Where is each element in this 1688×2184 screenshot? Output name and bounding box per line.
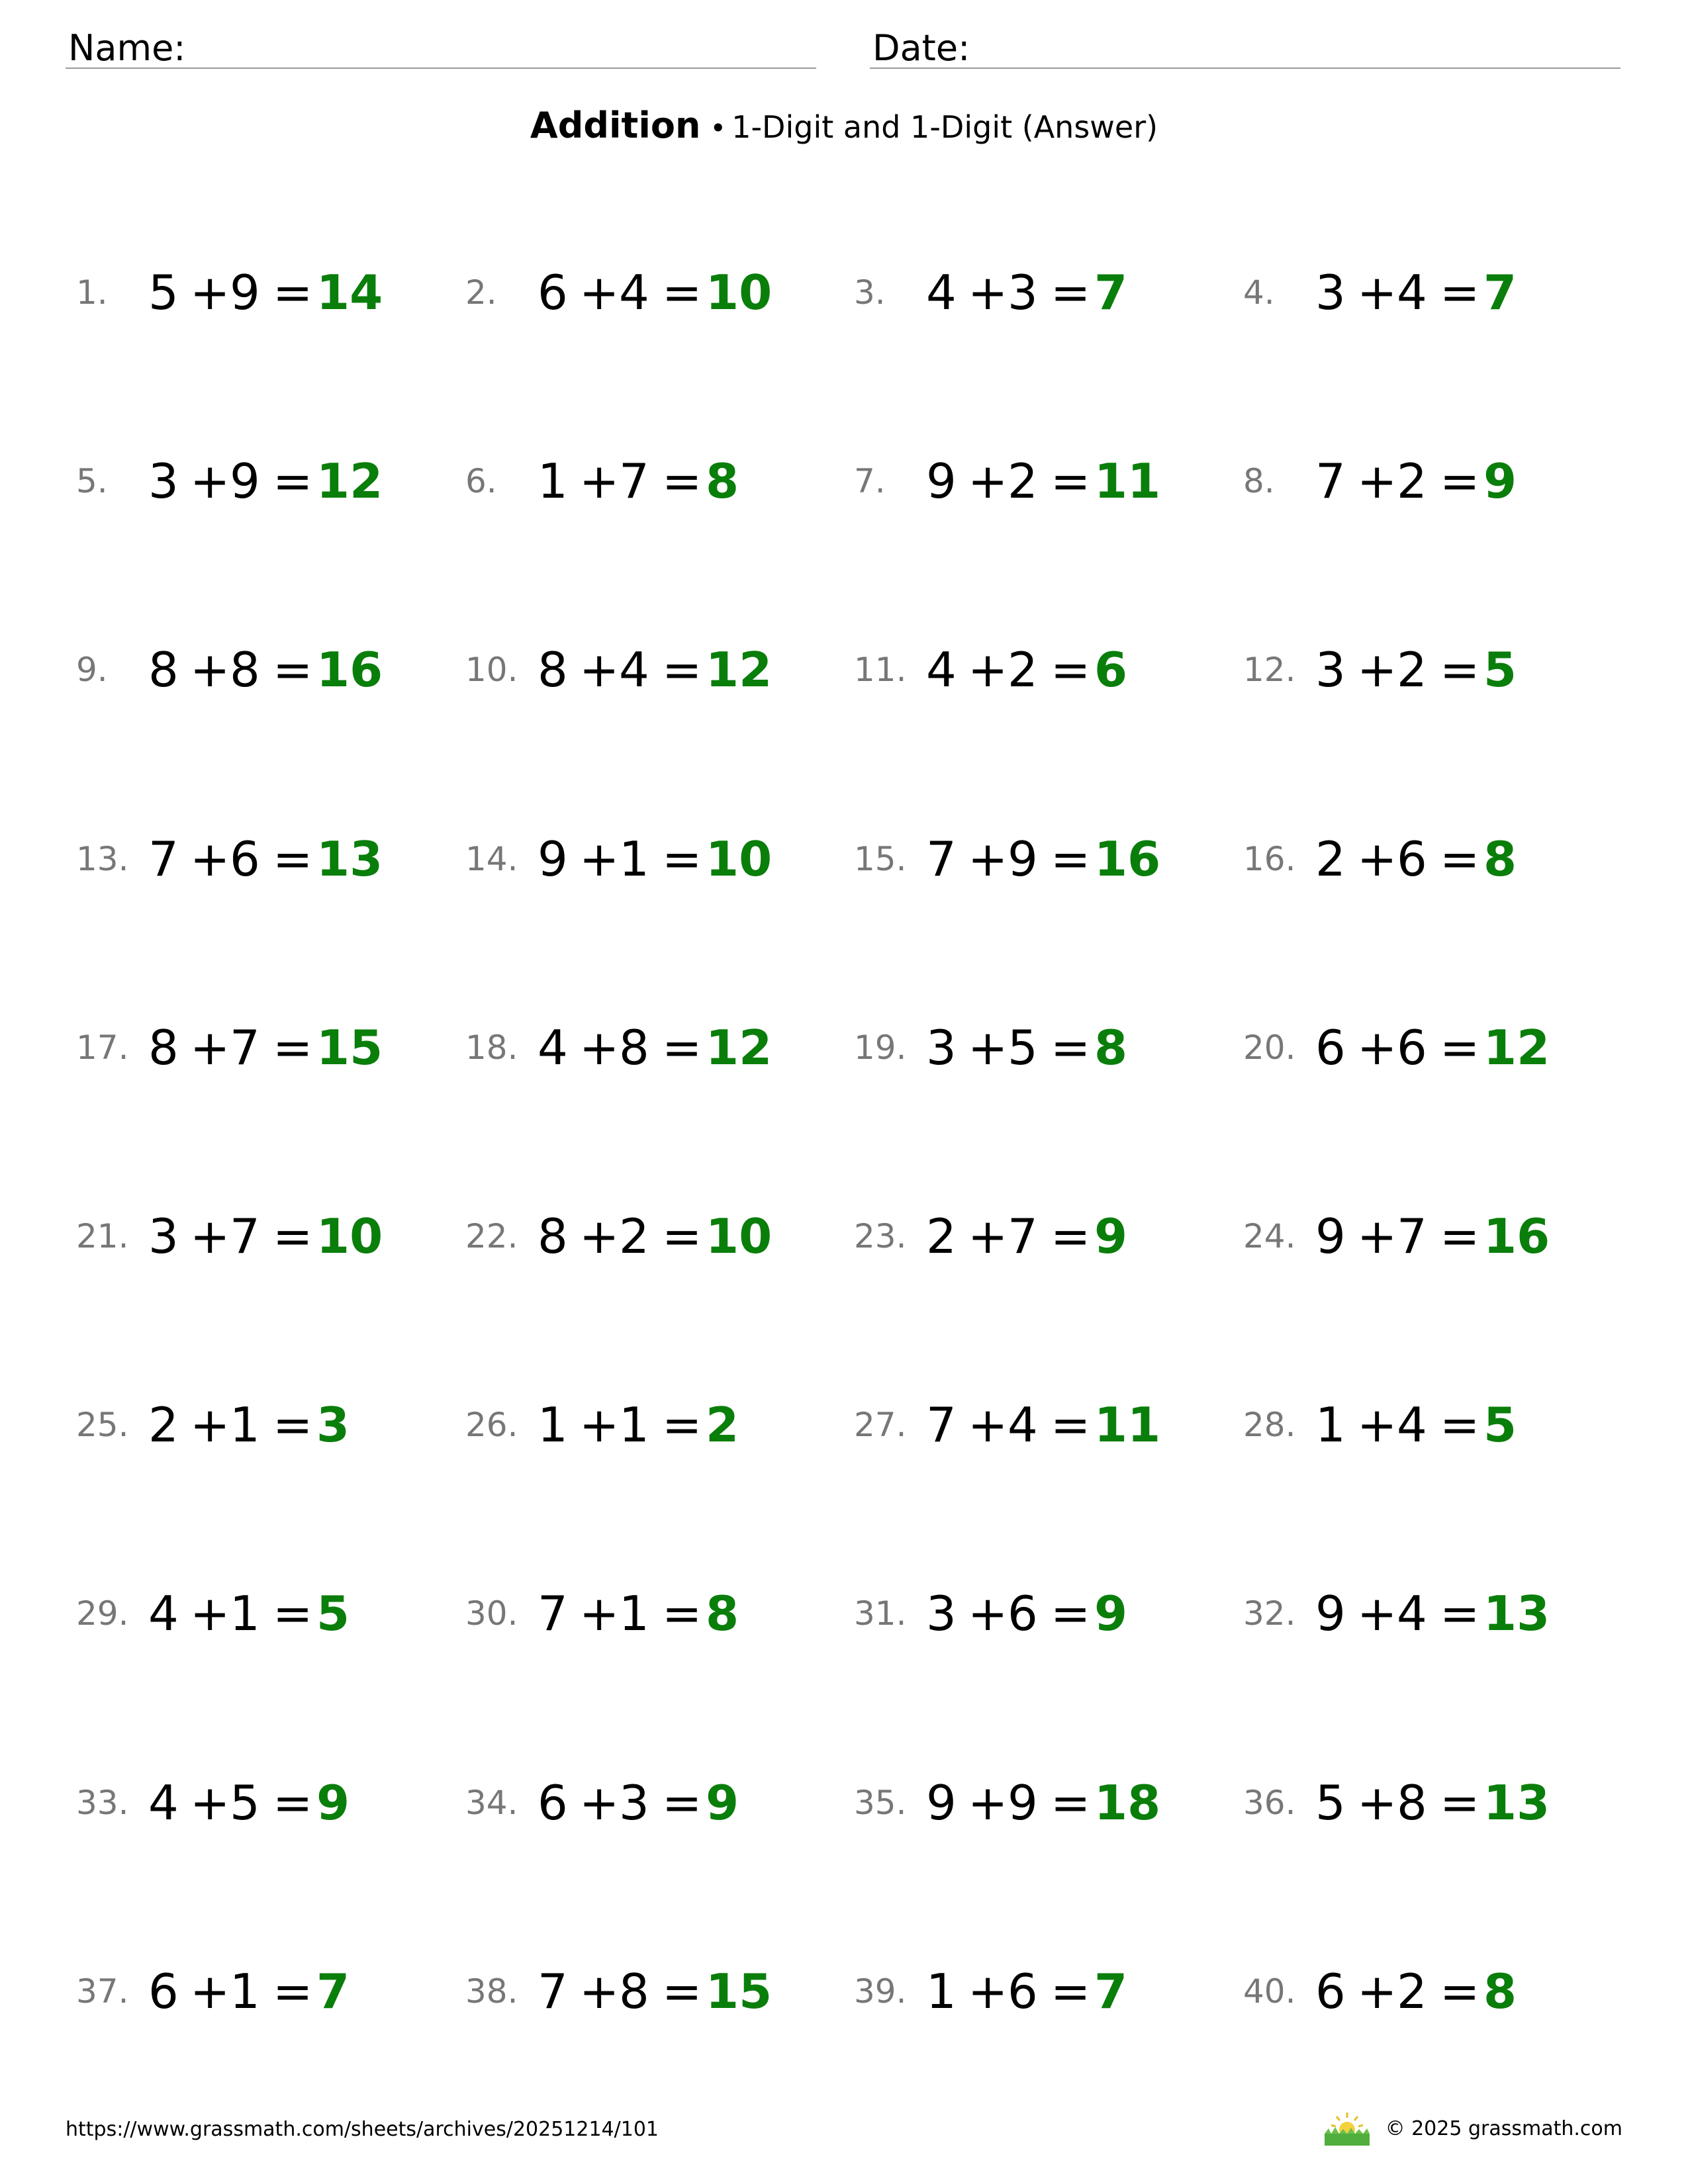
problem-number: 6. bbox=[465, 462, 497, 500]
addend-b: 8 bbox=[619, 1964, 649, 2019]
addend-a: 1 bbox=[1315, 1397, 1346, 1453]
addend-b: 7 bbox=[619, 453, 649, 509]
plus-sign: + bbox=[968, 1020, 1008, 1075]
addend-a: 6 bbox=[1315, 1964, 1346, 2019]
addend-b: 1 bbox=[619, 831, 649, 887]
equals-sign: = bbox=[273, 1208, 313, 1264]
equals-sign: = bbox=[662, 1020, 702, 1075]
answer: 13 bbox=[316, 831, 383, 887]
answer: 7 bbox=[1094, 265, 1128, 320]
answer: 13 bbox=[1483, 1586, 1550, 1641]
answer: 11 bbox=[1094, 1397, 1161, 1453]
answer: 12 bbox=[1483, 1020, 1550, 1075]
answer: 8 bbox=[1094, 1020, 1128, 1075]
problem-number: 11. bbox=[854, 651, 907, 689]
addend-a: 8 bbox=[148, 642, 179, 698]
answer: 8 bbox=[706, 1586, 739, 1641]
addend-b: 4 bbox=[1397, 1586, 1427, 1641]
equals-sign: = bbox=[273, 1775, 313, 1831]
equals-sign: = bbox=[662, 1775, 702, 1831]
problem-number: 33. bbox=[76, 1784, 129, 1822]
addend-b: 9 bbox=[1008, 1775, 1038, 1831]
problem-number: 35. bbox=[854, 1784, 907, 1822]
answer: 10 bbox=[706, 265, 773, 320]
addend-b: 2 bbox=[1397, 1964, 1427, 2019]
equals-sign: = bbox=[662, 1586, 702, 1641]
addend-a: 7 bbox=[538, 1586, 568, 1641]
title-main: Addition bbox=[530, 105, 701, 146]
problem-number: 24. bbox=[1243, 1217, 1296, 1255]
problem-number: 38. bbox=[465, 1972, 518, 2011]
addend-a: 5 bbox=[148, 265, 179, 320]
plus-sign: + bbox=[1357, 642, 1397, 698]
equals-sign: = bbox=[1051, 1020, 1091, 1075]
problem-number: 4. bbox=[1243, 273, 1275, 312]
equals-sign: = bbox=[1051, 1208, 1091, 1264]
answer: 12 bbox=[706, 1020, 773, 1075]
addend-a: 3 bbox=[148, 453, 179, 509]
addend-b: 9 bbox=[1008, 831, 1038, 887]
answer: 6 bbox=[1094, 642, 1128, 698]
answer: 10 bbox=[706, 1208, 773, 1264]
equals-sign: = bbox=[273, 642, 313, 698]
answer: 15 bbox=[316, 1020, 383, 1075]
equals-sign: = bbox=[273, 265, 313, 320]
problem-number: 13. bbox=[76, 840, 129, 878]
addend-b: 5 bbox=[230, 1775, 260, 1831]
equals-sign: = bbox=[1051, 1964, 1091, 2019]
addend-b: 2 bbox=[1008, 642, 1038, 698]
addend-b: 4 bbox=[1008, 1397, 1038, 1453]
plus-sign: + bbox=[579, 453, 620, 509]
addend-b: 1 bbox=[230, 1397, 260, 1453]
problem-number: 1. bbox=[76, 273, 108, 312]
answer: 18 bbox=[1094, 1775, 1161, 1831]
answer: 16 bbox=[316, 642, 383, 698]
plus-sign: + bbox=[1357, 1964, 1397, 2019]
plus-sign: + bbox=[968, 265, 1008, 320]
answer: 8 bbox=[1483, 1964, 1517, 2019]
addend-b: 9 bbox=[230, 453, 260, 509]
answer: 16 bbox=[1483, 1208, 1550, 1264]
answer: 8 bbox=[1483, 831, 1517, 887]
equals-sign: = bbox=[273, 1397, 313, 1453]
problem-number: 12. bbox=[1243, 651, 1296, 689]
plus-sign: + bbox=[968, 642, 1008, 698]
answer: 5 bbox=[1483, 642, 1517, 698]
problem-number: 7. bbox=[854, 462, 886, 500]
addend-a: 5 bbox=[1315, 1775, 1346, 1831]
problem-number: 28. bbox=[1243, 1406, 1296, 1444]
equals-sign: = bbox=[1440, 1020, 1480, 1075]
equals-sign: = bbox=[1051, 642, 1091, 698]
addend-a: 2 bbox=[1315, 831, 1346, 887]
addend-b: 6 bbox=[1397, 1020, 1427, 1075]
addend-a: 9 bbox=[538, 831, 568, 887]
problem-number: 19. bbox=[854, 1028, 907, 1067]
plus-sign: + bbox=[579, 1586, 620, 1641]
addend-b: 6 bbox=[230, 831, 260, 887]
plus-sign: + bbox=[1357, 265, 1397, 320]
equals-sign: = bbox=[1440, 1397, 1480, 1453]
problem-number: 8. bbox=[1243, 462, 1275, 500]
addend-b: 1 bbox=[230, 1964, 260, 2019]
addend-a: 9 bbox=[1315, 1208, 1346, 1264]
footer-url: https://www.grassmath.com/sheets/archives/20251214/101 bbox=[66, 2118, 659, 2141]
addend-b: 7 bbox=[1397, 1208, 1427, 1264]
equals-sign: = bbox=[1440, 1964, 1480, 2019]
problem-number: 34. bbox=[465, 1784, 518, 1822]
addend-a: 1 bbox=[926, 1964, 957, 2019]
addend-a: 7 bbox=[926, 1397, 957, 1453]
addend-a: 1 bbox=[538, 1397, 568, 1453]
plus-sign: + bbox=[579, 831, 620, 887]
problem-number: 40. bbox=[1243, 1972, 1296, 2011]
plus-sign: + bbox=[579, 1964, 620, 2019]
addend-b: 4 bbox=[1397, 265, 1427, 320]
answer: 7 bbox=[1483, 265, 1517, 320]
problem-number: 20. bbox=[1243, 1028, 1296, 1067]
equals-sign: = bbox=[273, 1586, 313, 1641]
plus-sign: + bbox=[968, 1964, 1008, 2019]
answer: 9 bbox=[1483, 453, 1517, 509]
equals-sign: = bbox=[662, 831, 702, 887]
plus-sign: + bbox=[190, 1964, 230, 2019]
addend-b: 6 bbox=[1397, 831, 1427, 887]
answer: 15 bbox=[706, 1964, 773, 2019]
equals-sign: = bbox=[273, 831, 313, 887]
addend-a: 3 bbox=[1315, 642, 1346, 698]
plus-sign: + bbox=[968, 1397, 1008, 1453]
answer: 7 bbox=[316, 1964, 350, 2019]
addend-a: 2 bbox=[148, 1397, 179, 1453]
addend-b: 3 bbox=[1008, 265, 1038, 320]
equals-sign: = bbox=[1440, 265, 1480, 320]
addend-b: 8 bbox=[230, 642, 260, 698]
plus-sign: + bbox=[1357, 1397, 1397, 1453]
problem-number: 15. bbox=[854, 840, 907, 878]
plus-sign: + bbox=[190, 1397, 230, 1453]
addend-a: 6 bbox=[538, 265, 568, 320]
addend-b: 3 bbox=[619, 1775, 649, 1831]
plus-sign: + bbox=[579, 1397, 620, 1453]
problem-number: 39. bbox=[854, 1972, 907, 2011]
plus-sign: + bbox=[579, 1208, 620, 1264]
equals-sign: = bbox=[273, 453, 313, 509]
equals-sign: = bbox=[1051, 1397, 1091, 1453]
addend-a: 3 bbox=[148, 1208, 179, 1264]
answer: 9 bbox=[706, 1775, 739, 1831]
answer: 12 bbox=[316, 453, 383, 509]
plus-sign: + bbox=[968, 1586, 1008, 1641]
equals-sign: = bbox=[662, 642, 702, 698]
plus-sign: + bbox=[190, 1775, 230, 1831]
addend-b: 7 bbox=[230, 1208, 260, 1264]
addend-b: 7 bbox=[1008, 1208, 1038, 1264]
equals-sign: = bbox=[1440, 1208, 1480, 1264]
equals-sign: = bbox=[1440, 1586, 1480, 1641]
title-subtitle: 1-Digit and 1-Digit (Answer) bbox=[731, 109, 1158, 145]
footer-copyright: © 2025 grassmath.com bbox=[1385, 2116, 1622, 2140]
plus-sign: + bbox=[1357, 831, 1397, 887]
equals-sign: = bbox=[662, 1208, 702, 1264]
answer: 13 bbox=[1483, 1775, 1550, 1831]
plus-sign: + bbox=[190, 453, 230, 509]
plus-sign: + bbox=[1357, 1775, 1397, 1831]
addend-a: 8 bbox=[148, 1020, 179, 1075]
addend-a: 8 bbox=[538, 1208, 568, 1264]
answer: 14 bbox=[316, 265, 383, 320]
plus-sign: + bbox=[190, 1586, 230, 1641]
addend-a: 9 bbox=[926, 1775, 957, 1831]
answer: 3 bbox=[316, 1397, 350, 1453]
problem-number: 9. bbox=[76, 651, 108, 689]
addend-b: 2 bbox=[1397, 642, 1427, 698]
equals-sign: = bbox=[662, 1397, 702, 1453]
equals-sign: = bbox=[1440, 831, 1480, 887]
equals-sign: = bbox=[1051, 453, 1091, 509]
addend-a: 3 bbox=[926, 1020, 957, 1075]
addend-a: 4 bbox=[926, 265, 957, 320]
plus-sign: + bbox=[968, 1208, 1008, 1264]
addend-a: 9 bbox=[1315, 1586, 1346, 1641]
answer: 8 bbox=[706, 453, 739, 509]
addend-b: 4 bbox=[1397, 1397, 1427, 1453]
addend-a: 2 bbox=[926, 1208, 957, 1264]
answer: 9 bbox=[1094, 1208, 1128, 1264]
addend-b: 4 bbox=[619, 265, 649, 320]
answer: 7 bbox=[1094, 1964, 1128, 2019]
equals-sign: = bbox=[662, 265, 702, 320]
equals-sign: = bbox=[1440, 453, 1480, 509]
problem-number: 16. bbox=[1243, 840, 1296, 878]
problem-number: 14. bbox=[465, 840, 518, 878]
addend-a: 4 bbox=[148, 1586, 179, 1641]
addend-b: 2 bbox=[619, 1208, 649, 1264]
addend-a: 3 bbox=[926, 1586, 957, 1641]
answer: 11 bbox=[1094, 453, 1161, 509]
plus-sign: + bbox=[190, 265, 230, 320]
problem-number: 31. bbox=[854, 1594, 907, 1633]
addend-a: 7 bbox=[538, 1964, 568, 2019]
addend-a: 4 bbox=[926, 642, 957, 698]
addend-a: 3 bbox=[1315, 265, 1346, 320]
equals-sign: = bbox=[273, 1020, 313, 1075]
equals-sign: = bbox=[1440, 642, 1480, 698]
problem-number: 17. bbox=[76, 1028, 129, 1067]
plus-sign: + bbox=[579, 1020, 620, 1075]
equals-sign: = bbox=[1051, 1775, 1091, 1831]
answer: 2 bbox=[706, 1397, 739, 1453]
plus-sign: + bbox=[968, 453, 1008, 509]
addend-b: 1 bbox=[619, 1397, 649, 1453]
problem-number: 26. bbox=[465, 1406, 518, 1444]
addend-b: 4 bbox=[619, 642, 649, 698]
plus-sign: + bbox=[1357, 1020, 1397, 1075]
sun-over-grass-icon bbox=[1323, 2111, 1371, 2146]
addend-b: 2 bbox=[1397, 453, 1427, 509]
answer: 5 bbox=[316, 1586, 350, 1641]
addend-a: 7 bbox=[926, 831, 957, 887]
addend-b: 5 bbox=[1008, 1020, 1038, 1075]
addend-a: 9 bbox=[926, 453, 957, 509]
answer: 10 bbox=[706, 831, 773, 887]
addend-b: 6 bbox=[1008, 1964, 1038, 2019]
equals-sign: = bbox=[1440, 1775, 1480, 1831]
plus-sign: + bbox=[190, 1208, 230, 1264]
addend-a: 6 bbox=[538, 1775, 568, 1831]
title-separator: • bbox=[710, 112, 727, 144]
equals-sign: = bbox=[1051, 1586, 1091, 1641]
problem-number: 3. bbox=[854, 273, 886, 312]
problem-number: 5. bbox=[76, 462, 108, 500]
addend-a: 6 bbox=[148, 1964, 179, 2019]
plus-sign: + bbox=[1357, 1586, 1397, 1641]
problem-number: 30. bbox=[465, 1594, 518, 1633]
answer: 16 bbox=[1094, 831, 1161, 887]
problem-number: 32. bbox=[1243, 1594, 1296, 1633]
equals-sign: = bbox=[662, 453, 702, 509]
name-label: Name: bbox=[68, 27, 186, 69]
equals-sign: = bbox=[1051, 831, 1091, 887]
addend-b: 8 bbox=[1397, 1775, 1427, 1831]
problem-number: 36. bbox=[1243, 1784, 1296, 1822]
plus-sign: + bbox=[968, 831, 1008, 887]
answer: 10 bbox=[316, 1208, 383, 1264]
problem-number: 29. bbox=[76, 1594, 129, 1633]
date-label: Date: bbox=[872, 27, 970, 69]
equals-sign: = bbox=[1051, 265, 1091, 320]
addend-a: 4 bbox=[148, 1775, 179, 1831]
addend-b: 9 bbox=[230, 265, 260, 320]
addend-b: 1 bbox=[230, 1586, 260, 1641]
problem-number: 22. bbox=[465, 1217, 518, 1255]
problem-number: 10. bbox=[465, 651, 518, 689]
problem-number: 2. bbox=[465, 273, 497, 312]
addend-a: 4 bbox=[538, 1020, 568, 1075]
footer-brand bbox=[1323, 2110, 1622, 2147]
plus-sign: + bbox=[579, 265, 620, 320]
problem-number: 27. bbox=[854, 1406, 907, 1444]
problem-number: 25. bbox=[76, 1406, 129, 1444]
addend-a: 1 bbox=[538, 453, 568, 509]
addend-b: 7 bbox=[230, 1020, 260, 1075]
plus-sign: + bbox=[1357, 1208, 1397, 1264]
answer: 12 bbox=[706, 642, 773, 698]
addend-a: 7 bbox=[148, 831, 179, 887]
addend-b: 6 bbox=[1008, 1586, 1038, 1641]
plus-sign: + bbox=[190, 831, 230, 887]
answer: 9 bbox=[1094, 1586, 1128, 1641]
answer: 9 bbox=[316, 1775, 350, 1831]
addend-b: 2 bbox=[1008, 453, 1038, 509]
equals-sign: = bbox=[273, 1964, 313, 2019]
plus-sign: + bbox=[968, 1775, 1008, 1831]
plus-sign: + bbox=[579, 642, 620, 698]
answer: 5 bbox=[1483, 1397, 1517, 1453]
addend-a: 6 bbox=[1315, 1020, 1346, 1075]
problem-number: 37. bbox=[76, 1972, 129, 2011]
equals-sign: = bbox=[662, 1964, 702, 2019]
problem-number: 23. bbox=[854, 1217, 907, 1255]
plus-sign: + bbox=[190, 642, 230, 698]
plus-sign: + bbox=[190, 1020, 230, 1075]
problem-number: 21. bbox=[76, 1217, 129, 1255]
addend-a: 8 bbox=[538, 642, 568, 698]
problem-number: 18. bbox=[465, 1028, 518, 1067]
addend-a: 7 bbox=[1315, 453, 1346, 509]
plus-sign: + bbox=[579, 1775, 620, 1831]
addend-b: 8 bbox=[619, 1020, 649, 1075]
addend-b: 1 bbox=[619, 1586, 649, 1641]
plus-sign: + bbox=[1357, 453, 1397, 509]
